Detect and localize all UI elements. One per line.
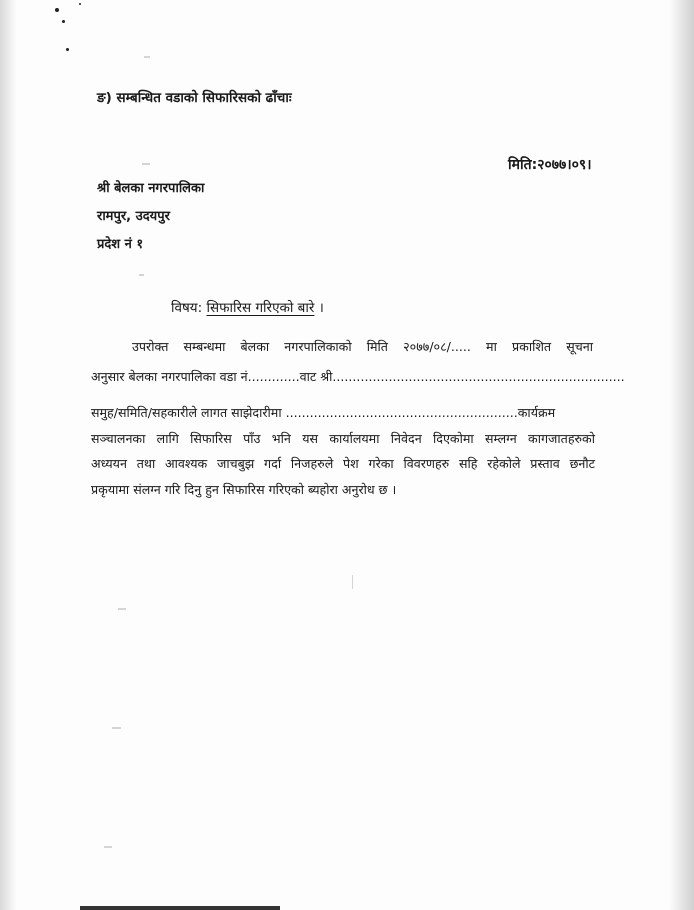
page-shadow-right <box>668 0 694 910</box>
recipient-line-2: रामपुर, उदयपुर <box>97 209 170 224</box>
body-line-2: अनुसार बेलका नगरपालिका वडा नं.............वाट श्री......................................................................... <box>91 369 625 384</box>
scan-speck <box>62 20 65 23</box>
scan-mark <box>144 56 150 58</box>
scan-mark <box>352 575 353 589</box>
subject-line <box>171 299 324 317</box>
recipient-line-1: श्री बेलका नगरपालिका <box>97 181 205 196</box>
subject-label: विषय: <box>171 300 203 316</box>
subject-end: । <box>318 300 324 316</box>
recipient-line-3: प्रदेश नं १ <box>97 237 144 252</box>
section-heading: ङ) सम्बन्धित वडाको सिफारिसको ढाँचाः <box>97 90 292 106</box>
subject-value: सिफारिस गरिएको बारे <box>206 300 315 316</box>
letter-date: मिति:२०७७।०९। <box>508 157 592 173</box>
scan-speck <box>55 8 59 12</box>
body-line-6: प्रकृयामा संलग्न गरि दिनु हुन सिफारिस गरिएको ब्यहोरा अनुरोध छ । <box>91 482 397 497</box>
scan-mark <box>142 163 150 165</box>
body-line-4: सञ्चालनका लागि सिफारिस पाँउ भनि यस कार्यालयमा निवेदन दिएकोमा सम्लग्न कागजातहरुको <box>91 431 595 446</box>
scan-speck <box>66 48 69 51</box>
scan-mark <box>118 608 126 610</box>
body-line-1: उपरोक्त सम्बन्धमा बेलका नगरपालिकाको मिति २०७७/०८/..... मा प्रकाशित सूचना <box>132 339 593 354</box>
scan-mark <box>112 727 121 729</box>
body-line-3: समुह/समिति/सहकारीले लागत साझेदारीमा ..........................................................कार्यक्रम <box>91 405 556 420</box>
page-shadow-left <box>0 0 18 910</box>
scan-mark <box>139 274 144 276</box>
scan-mark <box>104 846 112 848</box>
body-line-5: अध्ययन तथा आवश्यक जाचबुझ गर्दा निजहरुले पेश गरेका विवरणहरु सहि रहेकोले प्रस्ताव छनौट <box>91 456 595 471</box>
scan-speck <box>79 3 81 5</box>
bottom-page-edge <box>80 906 280 910</box>
